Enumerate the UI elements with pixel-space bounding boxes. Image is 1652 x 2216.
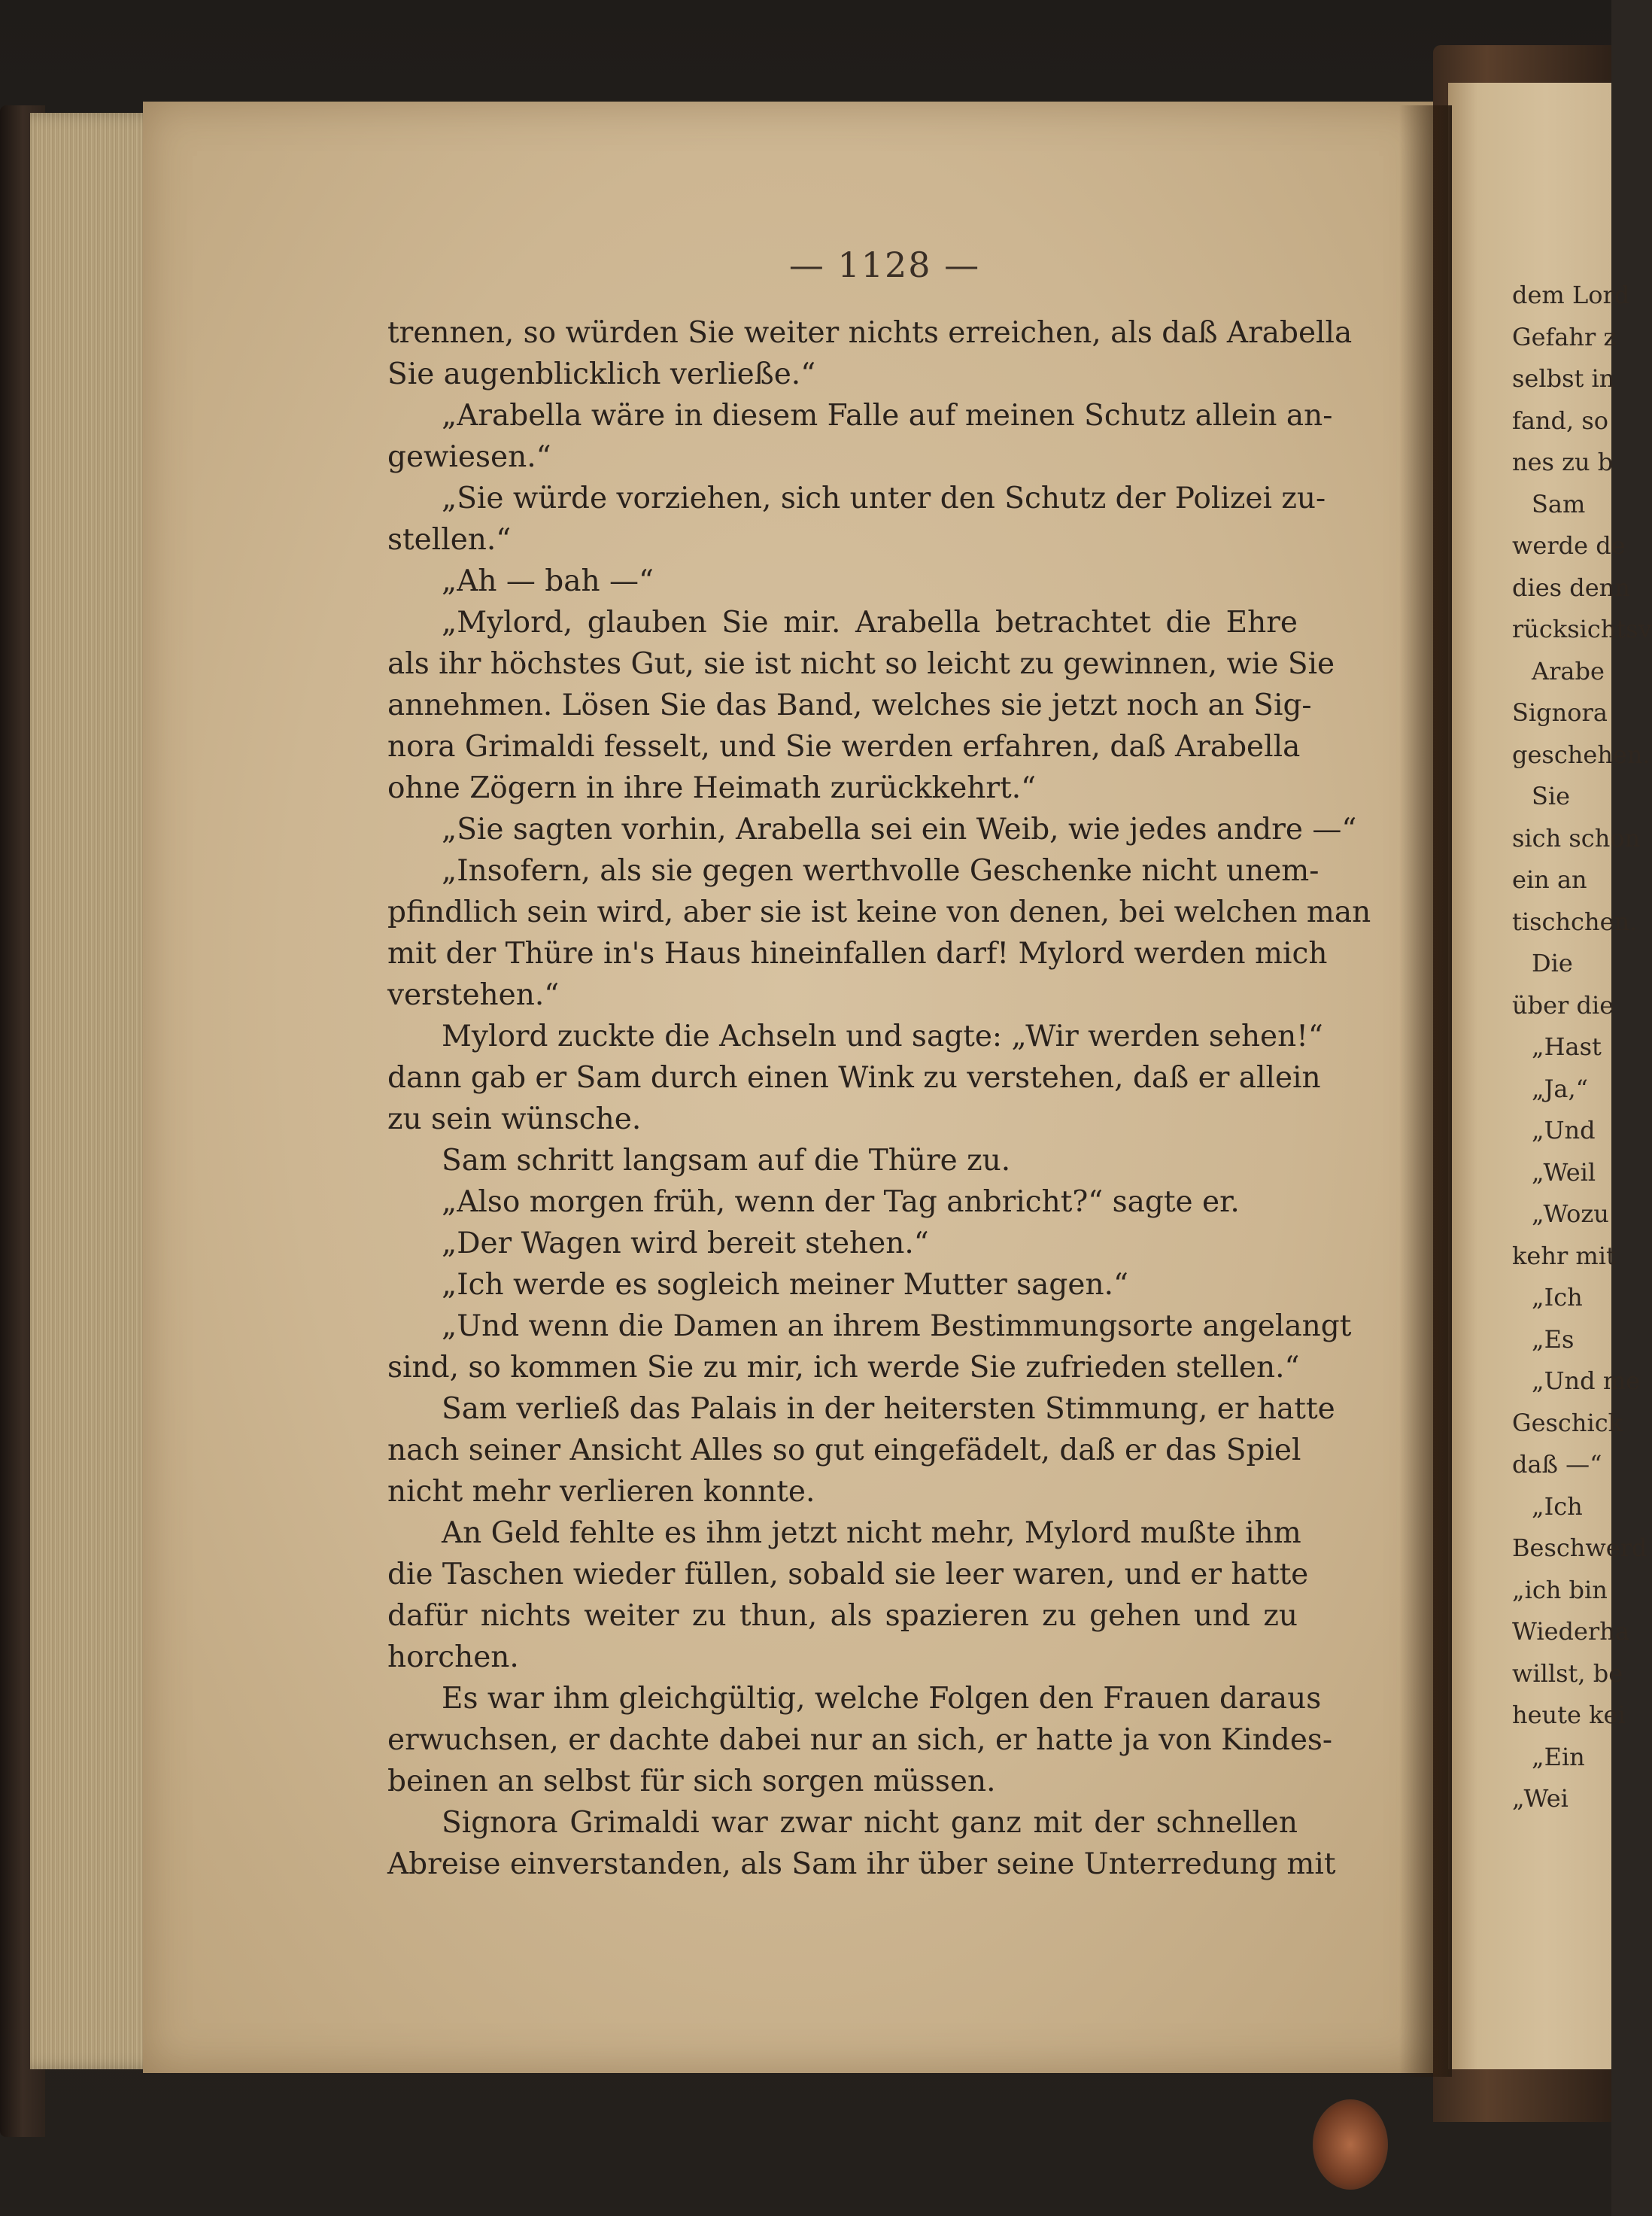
text-line: erwuchsen, er dachte dabei nur an sich, er hatte ja von Kindes-	[387, 1723, 1333, 1757]
right-text-line: kehr mit	[1512, 1241, 1616, 1270]
right-text-line: ein an	[1512, 865, 1587, 894]
text-line: „Insofern, als sie gegen werthvolle Geschenke nicht unem-	[442, 854, 1319, 888]
text-line: nicht mehr verlieren konnte.	[387, 1475, 815, 1509]
text-line: beinen an selbst für sich sorgen müssen.	[387, 1765, 996, 1798]
text-line: ohne Zögern in ihre Heimath zurückkehrt.“	[387, 771, 1037, 805]
right-text-line: „Hast	[1532, 1032, 1602, 1061]
text-line: „Mylord, glauben Sie mir. Arabella betrachtet die Ehre	[442, 606, 1298, 640]
right-text-line: fand, so	[1512, 406, 1609, 435]
book-gutter	[1399, 105, 1452, 2077]
text-line: gewiesen.“	[387, 440, 551, 474]
right-text-line: über die	[1512, 990, 1614, 1020]
left-page-body	[387, 312, 1371, 1885]
right-text-line: „Es	[1532, 1324, 1575, 1354]
right-text-line: daß —“	[1512, 1450, 1602, 1479]
text-line: Sam verließ das Palais in der heitersten Stimmung, er hatte	[442, 1392, 1335, 1426]
right-text-line: „Wei	[1512, 1784, 1568, 1813]
right-text-line: „Und	[1532, 1116, 1596, 1144]
right-text-line: Beschwerd	[1512, 1534, 1647, 1562]
text-line: „Also morgen früh, wenn der Tag anbricht?“ sagte er.	[442, 1185, 1240, 1219]
text-line: dafür nichts weiter zu thun, als spazieren zu gehen und zu	[387, 1599, 1298, 1633]
text-line: „Arabella wäre in diesem Falle auf meinen Schutz allein an-	[442, 399, 1333, 433]
right-text-line: willst, be	[1512, 1658, 1623, 1688]
text-line: stellen.“	[387, 523, 512, 557]
right-text-line: Wiederha	[1512, 1617, 1629, 1646]
right-text-line: selbst in	[1512, 364, 1615, 393]
right-text-line: „Wozu	[1532, 1199, 1609, 1228]
text-line: pfindlich sein wird, aber sie ist keine von denen, bei welchen man	[387, 895, 1371, 929]
right-text-line: rücksichtsv	[1512, 615, 1652, 643]
text-line: „Sie würde vorziehen, sich unter den Schutz der Polizei zu-	[442, 482, 1326, 515]
right-text-line: „Und me	[1532, 1366, 1641, 1395]
right-text-line: Sie	[1532, 782, 1571, 810]
text-line: „Ah — bah —“	[442, 564, 654, 598]
text-line: Mylord zuckte die Achseln und sagte: „Wir werden sehen!“	[442, 1020, 1323, 1053]
right-text-line: sich schon	[1512, 823, 1641, 853]
right-text-line: Die	[1532, 949, 1573, 977]
right-text-line: Sam	[1532, 489, 1586, 518]
text-line: zu sein wünsche.	[387, 1102, 642, 1136]
finger-stain	[1313, 2099, 1388, 2190]
text-line: Abreise einverstanden, als Sam ihr über seine Unterredung mit	[387, 1847, 1336, 1881]
right-text-line: Geschick	[1512, 1408, 1623, 1437]
right-text-line: heute kei	[1512, 1701, 1626, 1729]
text-line: nora Grimaldi fesselt, und Sie werden erfahren, daß Arabella	[387, 730, 1301, 764]
right-text-line: „Ich	[1532, 1491, 1583, 1521]
right-text-line: „Ich	[1532, 1283, 1583, 1312]
text-line: Sie augenblicklich verließe.“	[387, 357, 816, 391]
right-text-line: „Ein	[1532, 1742, 1585, 1771]
text-line: nach seiner Ansicht Alles so gut eingefädelt, daß er das Spiel	[387, 1433, 1301, 1467]
text-line: sind, so kommen Sie zu mir, ich werde Sie zufrieden stellen.“	[387, 1351, 1300, 1385]
right-text-line: geschehen.	[1512, 740, 1650, 769]
page-number-text: — 1128 —	[788, 245, 981, 285]
right-text-line: Arabe	[1532, 656, 1605, 685]
text-line: Sam schritt langsam auf die Thüre zu.	[442, 1144, 1011, 1178]
right-text-line: „ich bin	[1512, 1575, 1608, 1604]
right-text-line: dem Lord	[1512, 281, 1630, 309]
right-text-line: werde de	[1512, 531, 1626, 560]
right-text-line: Signora	[1512, 698, 1608, 727]
right-text-line: tischchen.	[1512, 907, 1638, 936]
text-line: die Taschen wieder füllen, sobald sie leer waren, und er hatte	[387, 1558, 1309, 1591]
right-page-fragment	[1512, 275, 1652, 1820]
text-line: horchen.	[387, 1640, 519, 1674]
right-text-line: nes zu b	[1512, 448, 1614, 476]
text-line: als ihr höchstes Gut, sie ist nicht so leicht zu gewinnen, wie Sie	[387, 647, 1335, 681]
right-text-line: „Weil	[1532, 1157, 1596, 1187]
text-line: Es war ihm gleichgültig, welche Folgen den Frauen daraus	[442, 1682, 1322, 1716]
text-line: verstehen.“	[387, 978, 560, 1012]
right-text-line: „Ja,“	[1532, 1074, 1589, 1103]
text-line: dann gab er Sam durch einen Wink zu verstehen, daß er allein	[387, 1061, 1321, 1095]
text-line: mit der Thüre in's Haus hineinfallen darf! Mylord werden mich	[387, 937, 1328, 971]
text-line: „Sie sagten vorhin, Arabella sei ein Weib, wie jedes andre —“	[442, 813, 1357, 847]
text-line: annehmen. Lösen Sie das Band, welches sie jetzt noch an Sig-	[387, 689, 1312, 722]
text-line: Signora Grimaldi war zwar nicht ganz mit der schnellen	[442, 1806, 1298, 1840]
right-text-line: dies denn	[1512, 573, 1630, 602]
text-line: An Geld fehlte es ihm jetzt nicht mehr, Mylord mußte ihm	[442, 1516, 1301, 1550]
text-line: „Ich werde es sogleich meiner Mutter sagen.“	[442, 1268, 1128, 1302]
text-line: „Und wenn die Damen an ihrem Bestimmungsorte angelangt	[442, 1309, 1352, 1343]
text-line: trennen, so würden Sie weiter nichts erreichen, als daß Arabella	[387, 316, 1353, 350]
right-text-line: Gefahr z	[1512, 322, 1617, 351]
text-line: „Der Wagen wird bereit stehen.“	[442, 1227, 929, 1260]
